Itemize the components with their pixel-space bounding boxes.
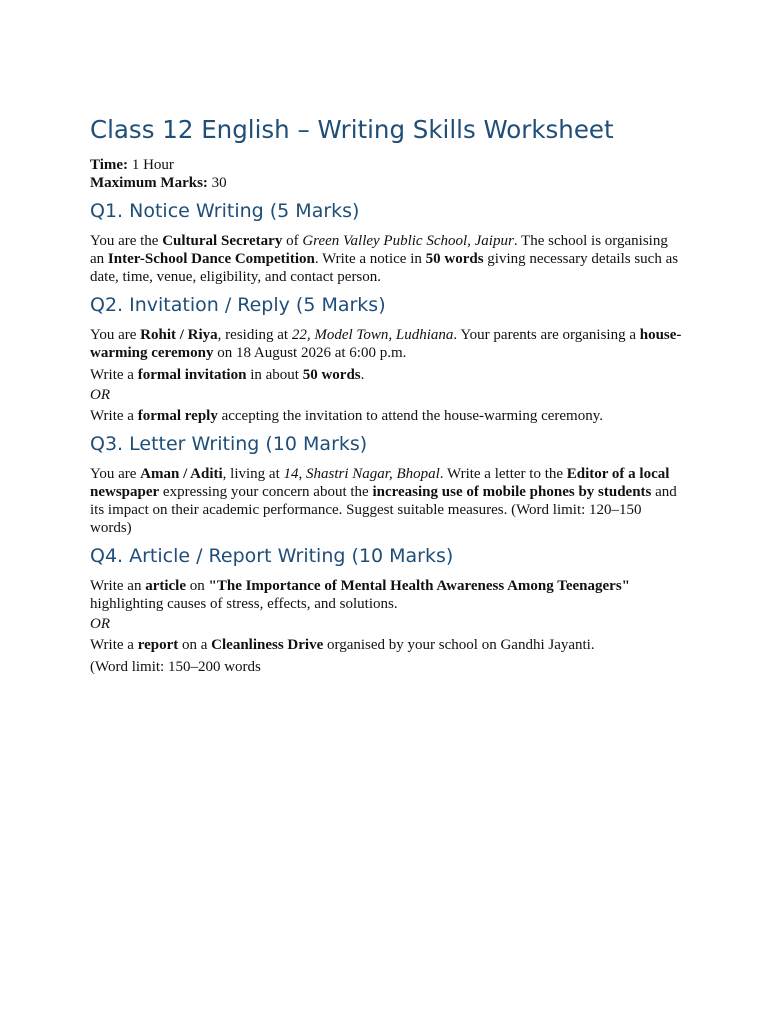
time-value: 1 Hour (128, 157, 174, 173)
q3-text (90, 465, 682, 537)
q2-or-text: OR (90, 387, 110, 403)
q2-option-invitation (90, 366, 682, 384)
time-line (90, 156, 682, 174)
q1-italic-part: Green Valley Public School, Jaipur (302, 233, 514, 249)
max-marks-label: Maximum Marks: (90, 175, 208, 191)
q3-text-part: You are (90, 466, 141, 482)
q4-text-part: highlighting causes of stress, effects, and solutions. (90, 596, 398, 612)
q1-text-part: . Write a notice in (314, 251, 426, 267)
q4-bold-part: article (145, 578, 187, 594)
q2-heading: Q2. Invitation / Reply (5 Marks) (90, 294, 386, 316)
q4-bold-part: Cleanliness Drive (211, 637, 324, 653)
q3-italic-part: 14, Shastri Nagar, Bhopal (283, 466, 440, 482)
q4-or-text: OR (90, 616, 110, 632)
q4-heading: Q4. Article / Report Writing (10 Marks) (90, 545, 454, 567)
q1-heading: Q1. Notice Writing (5 Marks) (90, 200, 360, 222)
q1-bold-part: 50 words (425, 251, 484, 267)
q2-bold-part: formal reply (137, 408, 218, 424)
q2-context (90, 326, 682, 362)
q1-text-part: . The school is organising an (90, 233, 668, 267)
q2-text-part: on 18 August 2026 at 6:00 p.m. (213, 345, 407, 361)
q2-text-part: in about (246, 367, 303, 383)
q2-text-part: . (360, 367, 365, 383)
q2-text-part: , residing at (217, 327, 292, 343)
max-marks-value: 30 (207, 175, 227, 191)
q4-text-part: organised by your school on Gandhi Jayanti. (323, 637, 595, 653)
q1-bold-part: Inter-School Dance Competition (107, 251, 315, 267)
q1-bold-part: Cultural Secretary (162, 233, 283, 249)
q3-text-part: expressing your concern about the (159, 484, 373, 500)
q1-text-part: giving necessary details such as date, time, venue, eligibility, and contact person. (90, 251, 679, 285)
q4-bold-part: "The Importance of Mental Health Awareness Among Teenagers" (208, 578, 631, 594)
q3-text-part: , living at (222, 466, 284, 482)
q3-text-part: and its impact on their academic performance. Suggest suitable measures. (Word limit: 120–150 words) (90, 484, 677, 536)
q2-or (90, 386, 682, 404)
q4-text-part: on (186, 578, 209, 594)
page-title: Class 12 English – Writing Skills Worksheet (90, 115, 614, 144)
q1-text-part: of (282, 233, 303, 249)
q2-option-reply (90, 407, 682, 425)
q2-text-part: Write a (90, 367, 138, 383)
q2-bold-part: Rohit / Riya (140, 327, 218, 343)
q4-option-article (90, 577, 682, 613)
q4-bold-part: report (137, 637, 179, 653)
q4-or (90, 615, 682, 633)
q3-text-part: . Write a letter to the (439, 466, 567, 482)
q2-bold-part: formal invitation (137, 367, 247, 383)
q2-italic-part: 22, Model Town, Ludhiana (291, 327, 454, 343)
q2-text-part: You are (90, 327, 141, 343)
q4-word-limit: (Word limit: 150–200 words (90, 659, 261, 675)
q3-bold-part: Editor of a local newspaper (90, 466, 670, 500)
worksheet-page (90, 113, 682, 680)
q2-bold-part: 50 words (302, 367, 361, 383)
q2-text-part: accepting the invitation to attend the house-warming ceremony. (217, 408, 603, 424)
q1-text (90, 232, 682, 286)
time-label: Time: (90, 157, 129, 173)
q2-text-part: Write a (90, 408, 138, 424)
q4-option-report (90, 636, 682, 654)
q2-text-part: . Your parents are organising a (453, 327, 640, 343)
q3-bold-part: Aman / Aditi (140, 466, 223, 482)
q1-text-part: You are the (90, 233, 163, 249)
q3-bold-part: increasing use of mobile phones by students (372, 484, 652, 500)
q2-bold-part: house-warming ceremony (90, 327, 682, 361)
q3-heading: Q3. Letter Writing (10 Marks) (90, 433, 368, 455)
q4-text-part: Write an (90, 578, 146, 594)
max-marks-line (90, 174, 682, 192)
q4-text-part: on a (178, 637, 212, 653)
q4-text-part: Write a (90, 637, 138, 653)
